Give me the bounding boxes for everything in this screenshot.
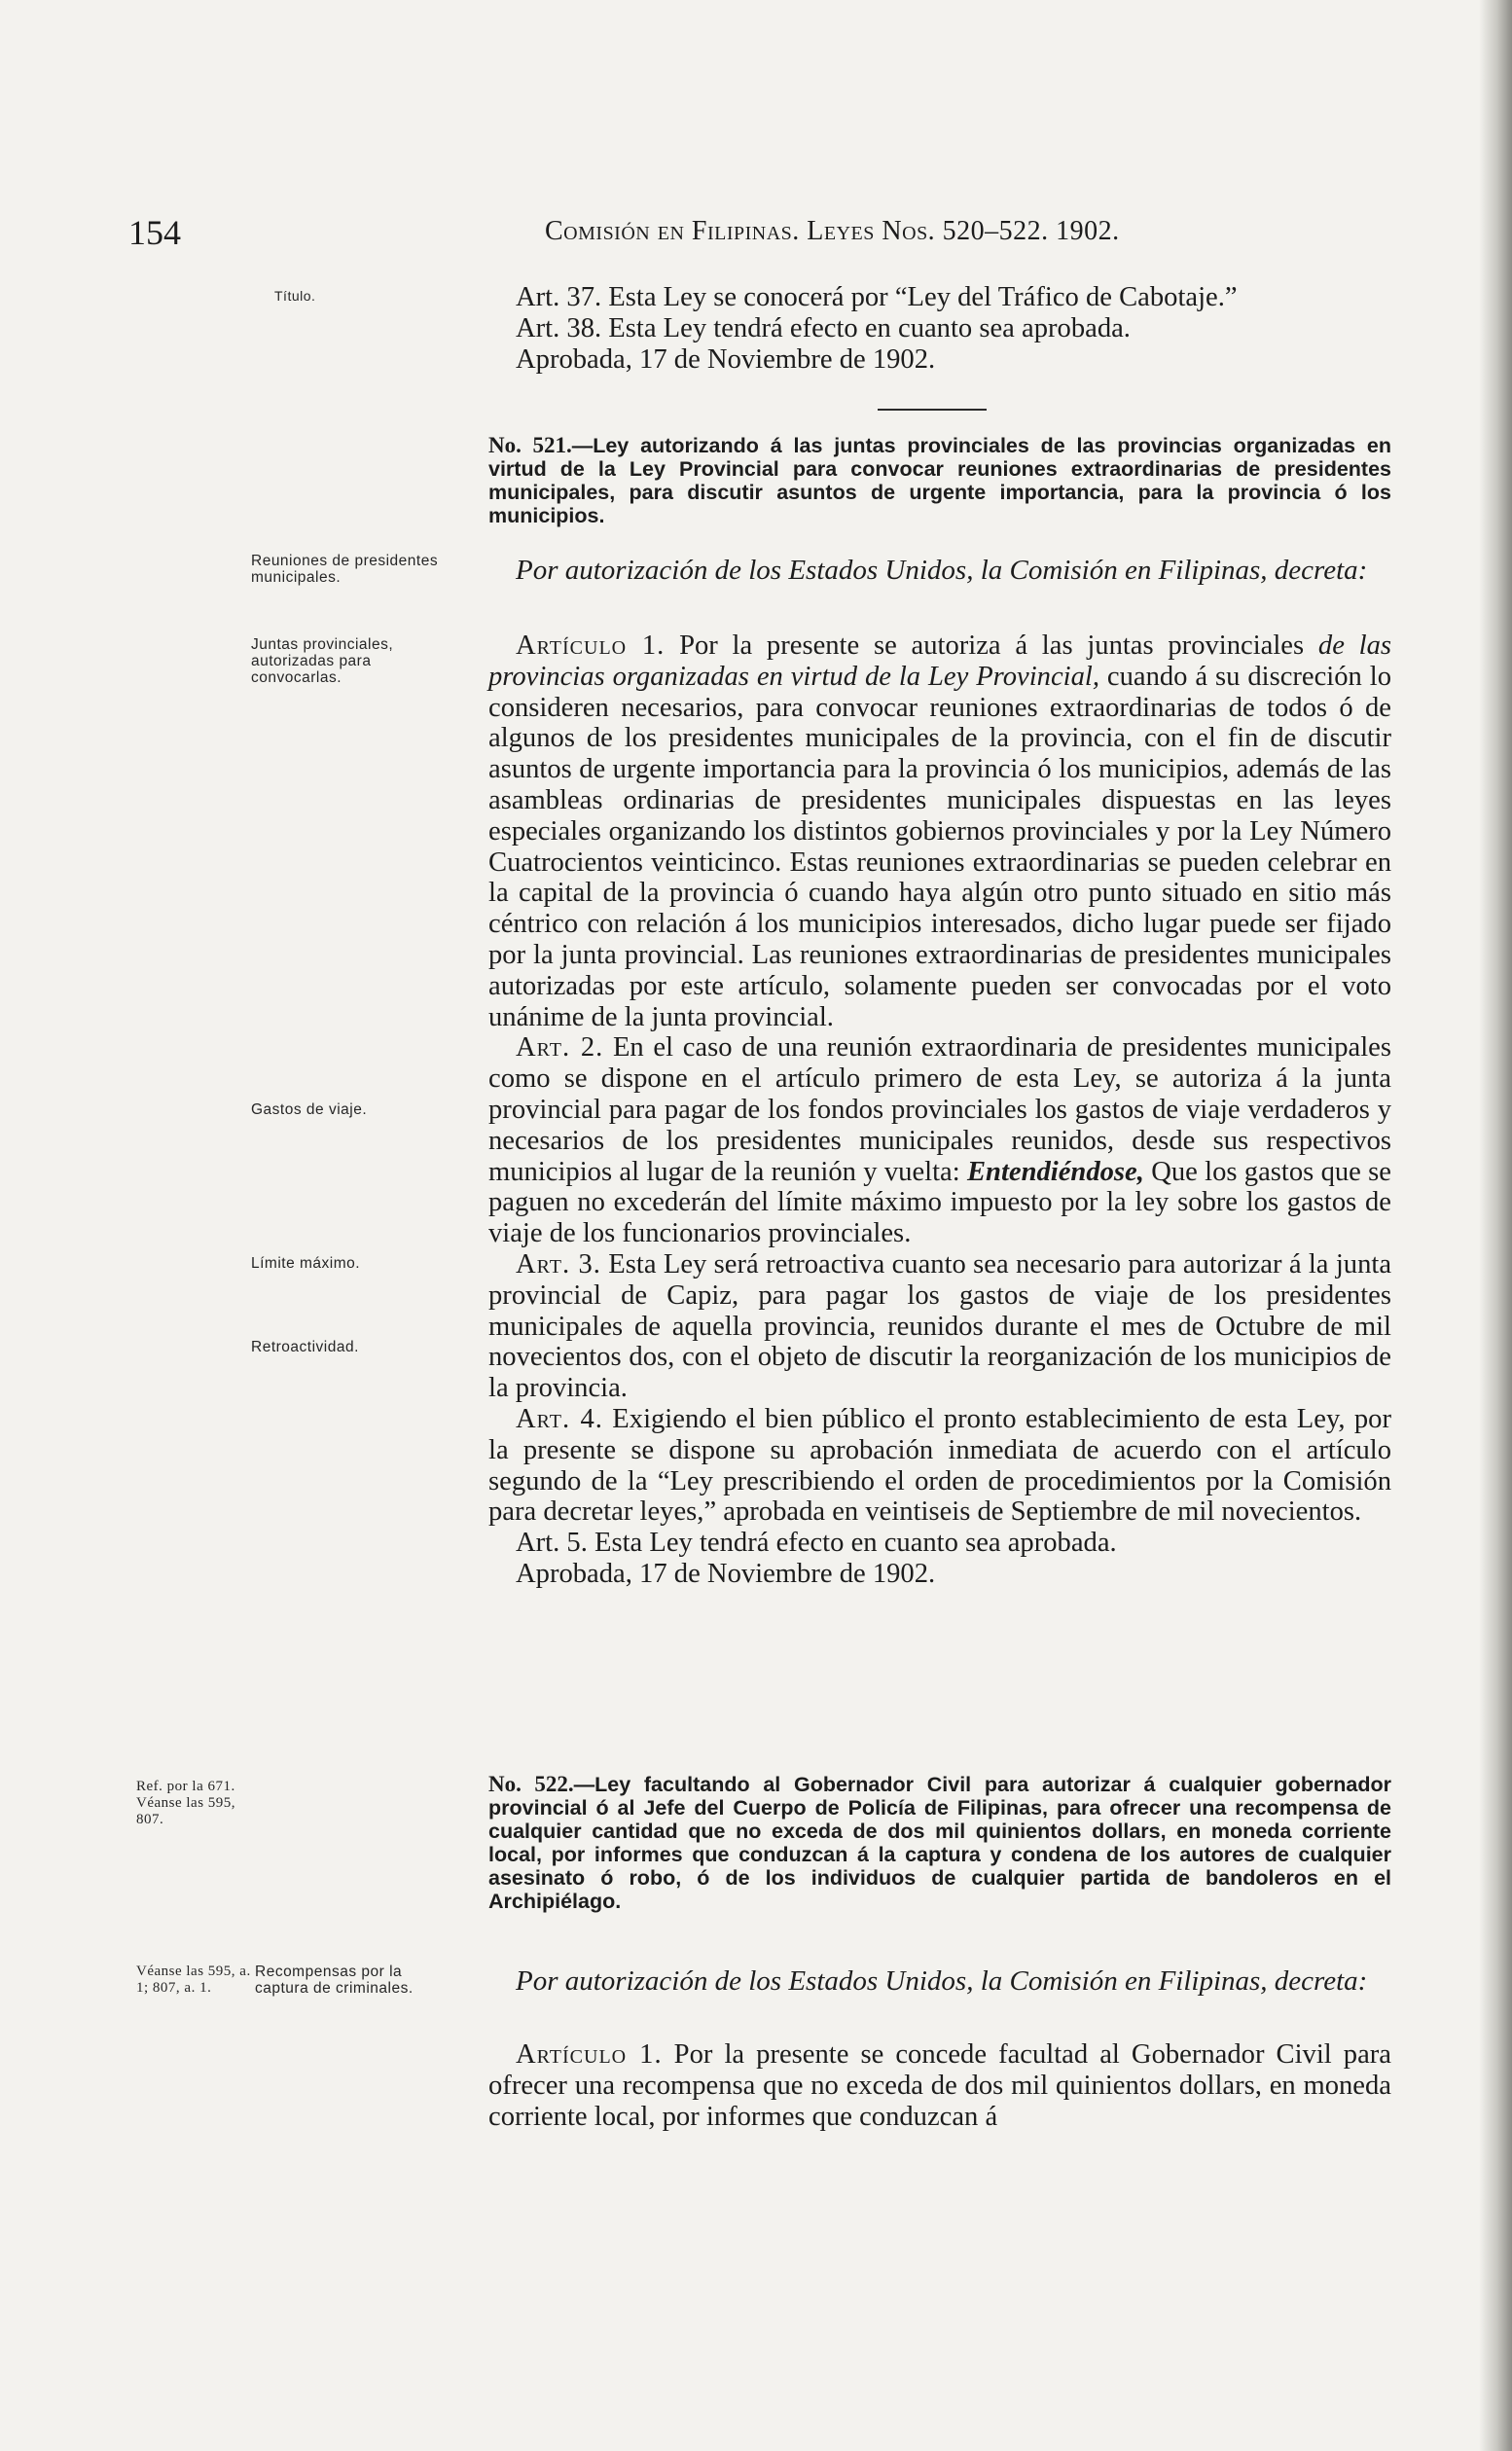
article-4: Art. 4. Exigiendo el bien público el pronto establecimiento de esta Ley, por la presente se dispone su aprobación inmediata de acuerdo con el artículo segundo de la “Ley prescribiendo el orden de procedimientos por la Comisión para decretar leyes,” aprobada en veintiseis de Septiembre de mil novecientos.	[488, 1403, 1391, 1528]
article-label: Artículo 1.	[516, 2039, 663, 2070]
enacting-clause: Por autorización de los Estados Unidos, la Comisión en Filipinas, decreta:	[516, 555, 1368, 586]
margin-note-gastos: Gastos de viaje.	[251, 1101, 368, 1118]
article-3: Art. 3. Esta Ley será retroactiva cuanto sea necesario para autorizar á la junta provincial de Capiz, para pagar los gastos de viaje de los presidentes municipales de aquella provincia, reunidos durante el mes de Octubre de mil novecientos dos, con el objeto de discutir la reorganización de los municipios de la provincia.	[488, 1248, 1392, 1404]
law-number: No. 521.	[488, 433, 572, 457]
article-1: Artículo 1. Por la presente se autoriza á las juntas provinciales de las provincias organizadas en virtud de la Ley Provincial, cuando á su discreción lo consideren necesarios, para convocar reuniones extraordinarias de todos ó de algunos de los presidentes municipales de la provincia, con el fin de discutir asuntos de urgente importancia para la provincia ó los municipios, además de las asambleas ordinarias de presidentes municipales dispuestas en las leyes especiales organizando los distintos gobiernos provinciales y por la Ley Número Cuatrocientos veinticinco. Estas reuniones extraordinarias se pueden celebrar en la capital de la provincia ó cuando haya algún otro punto situado en sitio más céntrico con relación á los municipios interesados, dicho lugar puede ser fijado por la junta provincial. Las reuniones extraordinarias de presidentes municipales autorizadas por este artículo, solamente pueden ser convocadas por el voto unánime de la junta provincial.	[488, 631, 1392, 1032]
margin-note-juntas: Juntas provinciales, autorizadas para convocarlas.	[251, 636, 394, 686]
law-521-body	[488, 631, 1391, 1590]
enacting-clause: Por autorización de los Estados Unidos, la Comisión en Filipinas, decreta:	[516, 1965, 1368, 1997]
margin-note-reuniones: Reuniones de presidentes municipales.	[251, 553, 439, 586]
margin-note-recompensas: Recompensas por la captura de criminales.	[255, 1964, 414, 1997]
margin-note-limite: Límite máximo.	[251, 1255, 361, 1272]
approval-date: Aprobada, 17 de Noviembre de 1902.	[516, 1558, 936, 1589]
article-5: Art. 5. Esta Ley tendrá efecto en cuanto sea aprobada.	[516, 1528, 1117, 1559]
law-title-text: —Ley autorizando á las juntas provinciales de las provincias organizadas en virtud de la Ley Provincial para convocar reuniones extraordinarias de presidentes municipales, para discutir asuntos de urgente importancia, para la provincia ó los municipios.	[488, 434, 1391, 527]
margin-note-titulo: Título.	[274, 288, 316, 304]
page-number: 154	[128, 213, 181, 252]
article-label: Art. 2.	[516, 1032, 604, 1063]
running-head: Comisión en Filipinas. Leyes Nos. 520–522. 1902.	[545, 216, 1120, 246]
law-number: No. 522.	[488, 1772, 574, 1796]
art-38: Art. 38. Esta Ley tendrá efecto en cuanto sea aprobada.	[516, 312, 1131, 343]
law-522-body	[488, 2039, 1391, 2132]
art-37: Art. 37. Esta Ley se conocerá por “Ley del Tráfico de Cabotaje.”	[516, 282, 1238, 312]
law-522-title	[488, 1773, 1391, 1913]
margin-note-retroactividad: Retroactividad.	[251, 1339, 359, 1355]
article-2: Art. 2. En el caso de una reunión extraordinaria de presidentes municipales como se dispone en el artículo primero de esta Ley, se autoriza á la junta provincial para pagar de los fondos provinciales los gastos de viaje verdaderos y necesarios de los presidentes municipales reunidos, desde sus respectivos municipios al lugar de la reunión y vuelta: Entendiéndose, Que los gastos que se paguen no excederán del límite máximo impuesto por la ley sobre los gastos de viaje de los funcionarios provinciales.	[488, 1032, 1391, 1249]
margin-note-veanse: Véanse las 595, a. 1; 807, a. 1.	[136, 1964, 251, 1996]
law-521-title	[488, 434, 1391, 527]
article-label: Art. 4.	[516, 1403, 603, 1434]
law-520-tail	[488, 282, 1391, 375]
section-rule	[878, 409, 987, 411]
article-1: Artículo 1. Por la presente se concede facultad al Gobernador Civil para ofrecer una recompensa que no exceda de dos mil quinientos dollars, en moneda corriente local, por informes que conduzcan á	[488, 2039, 1391, 2132]
margin-note-references: Ref. por la 671. Véanse las 595, 807.	[136, 1779, 236, 1827]
approval-date: Aprobada, 17 de Noviembre de 1902.	[516, 343, 936, 375]
article-label: Artículo 1.	[516, 631, 666, 661]
page-edge-shadow	[1479, 0, 1512, 2451]
law-title-text: —Ley facultando al Gobernador Civil para autorizar á cualquier gobernador provincial ó al Jefe del Cuerpo de Policía de Filipinas, para ofrecer una recompensa de cualquier cantidad que no exceda de dos mil quinientos dollars, en moneda corriente local, por informes que conduzcan á la captura y condena de los autores de cualquier asesinato ó robo, ó de los individuos de cualquier partida de bandoleros en el Archipiélago.	[488, 1773, 1391, 1913]
article-label: Art. 3.	[516, 1248, 601, 1280]
